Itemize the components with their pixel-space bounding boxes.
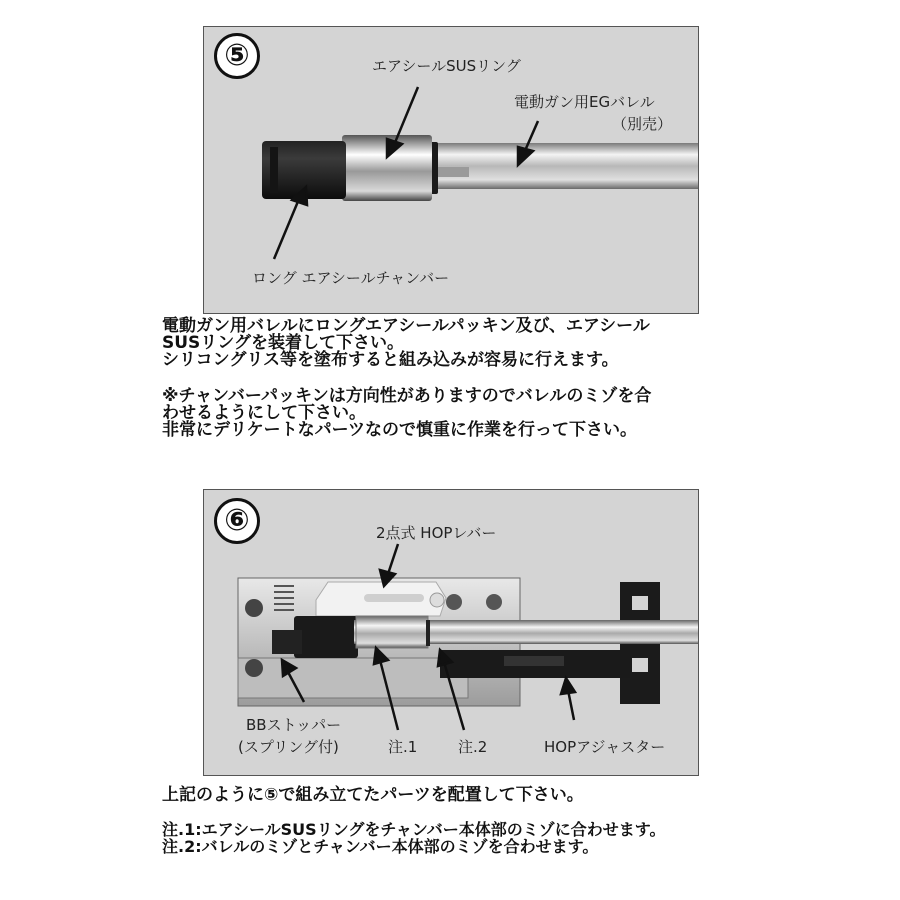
label-long-chamber: ロング エアシールチャンバー [252, 269, 450, 287]
step5-caution-line2: わせるようにして下さい。 [162, 403, 366, 423]
step5-text-line1: 電動ガン用バレルにロングエアシールパッキン及び、エアシール [162, 316, 650, 336]
label-note1: 注.1 [388, 738, 418, 756]
step5-caution-line3: 非常にデリケートなパーツなので慎重に作業を行って下さい。 [162, 420, 637, 440]
step6-photo-panel [203, 489, 699, 776]
step5-text-line3: シリコングリス等を塗布すると組み込みが容易に行えます。 [162, 350, 619, 370]
label-bb-stopper: BBストッパー [246, 716, 342, 734]
step-number-5: ⑤ [214, 33, 260, 79]
barrel-tube [429, 143, 698, 189]
hop-chamber-rubber [294, 616, 358, 658]
label-sus-ring: エアシールSUSリング [372, 57, 521, 75]
step-number-6: ⑥ [214, 498, 260, 544]
label-hop-adjuster: HOPアジャスター [544, 738, 666, 756]
step5-caution-line1: ※チャンバーパッキンは方向性がありますのでバレルのミゾを合 [162, 386, 652, 406]
label-eg-barrel: 電動ガン用EGバレル [514, 93, 655, 111]
step6-instructions [162, 787, 762, 855]
label-bb-stopper-note: (スプリング付) [238, 738, 339, 756]
step5-photo-panel [203, 26, 699, 314]
label-note2: 注.2 [458, 738, 488, 756]
step5-instructions [162, 318, 762, 439]
label-hop-lever: 2点式 HOPレバー [376, 524, 497, 542]
label-sold-separately: （別売） [612, 115, 673, 133]
step6-note1: 注.1:エアシールSUSリングをチャンバー本体部のミゾに合わせます。 [162, 820, 666, 839]
sus-ring [356, 616, 428, 648]
step6-text-line1: 上記のように⑤で組み立てたパーツを配置して下さい。 [162, 785, 584, 805]
step6-note2: 注.2:バレルのミゾとチャンバー本体部のミゾを合わせます。 [162, 837, 599, 856]
step5-text-line2: SUSリングを装着して下さい。 [162, 333, 404, 353]
